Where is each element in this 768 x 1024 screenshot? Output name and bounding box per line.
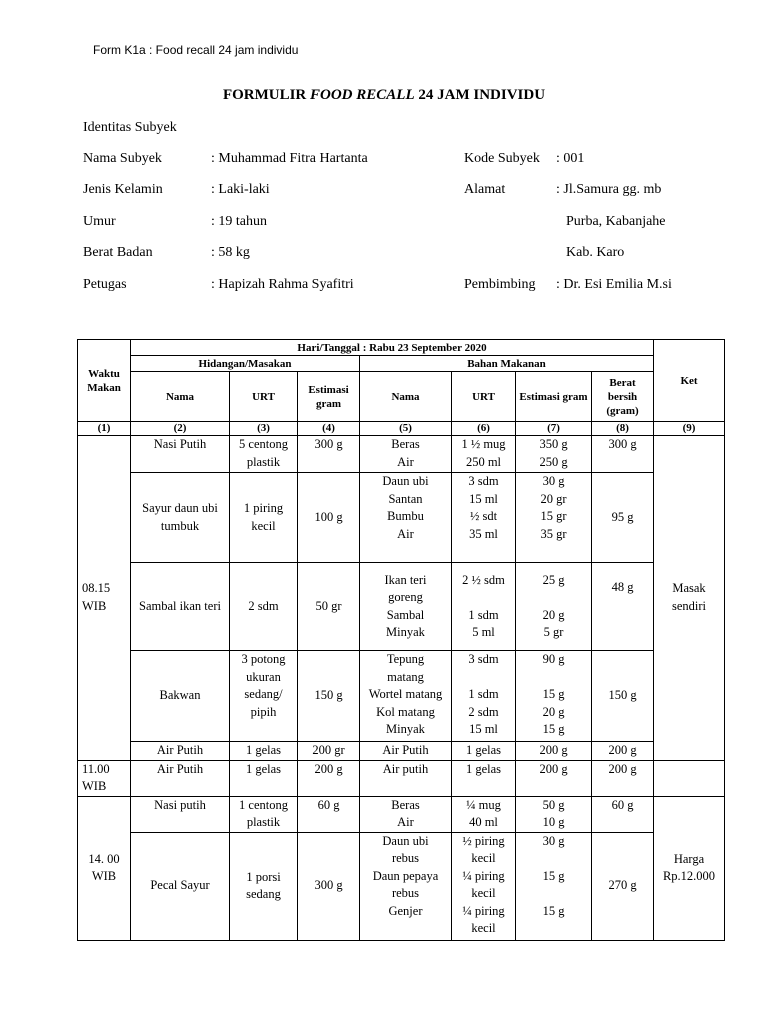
bahan-urt: 1 ½ mug 250 ml [452,436,516,473]
hidangan-nama: Sambal ikan teri [131,563,230,651]
title-prefix: FORMULIR [222,87,311,103]
table-row [78,760,725,796]
jk-value: : Laki-laki [211,182,270,197]
bahan-nama: Tepung matang Wortel matang Kol matang Minyak [360,651,452,742]
hidangan-nama: Nasi Putih [131,436,230,473]
bahan-nama: Ikan teri goreng Sambal Minyak [360,563,452,651]
bahan-urt: 2 ½ sdm 1 sdm 5 ml [452,563,516,651]
pembimbing-value: : Dr. Esi Emilia M.si [556,277,672,292]
alamat-value-2: Purba, Kabanjahe [566,214,666,229]
hidangan-urt: 5 centong plastik [230,436,298,473]
section-label: Identitas Subyek [83,120,177,135]
bahan-nama: Beras Air [360,436,452,473]
bahan-urt: ½ piring kecil ¼ piring kecil ¼ piring kecil [452,832,516,940]
berat-bersih: 300 g [592,436,654,473]
col-number: (4) [298,422,360,436]
col-number: (9) [654,422,725,436]
bb-value: : 58 kg [211,245,250,260]
ket-cell: Masak sendiri [654,436,725,761]
col-number: (2) [131,422,230,436]
bahan-est: 50 g 10 g [516,796,592,832]
hidangan-est: 150 g [298,651,360,742]
col-urt-bahan: URT [452,372,516,422]
col-nama-bahan: Nama [360,372,452,422]
table-row [78,436,725,473]
title-italic: FOOD RECALL [310,87,415,103]
time-cell: 11.00 WIB [78,760,131,796]
bahan-nama: Air putih [360,760,452,796]
kode-label: Kode Subyek [464,151,540,166]
title-suffix: 24 JAM INDIVIDU [414,87,546,103]
hidangan-urt: 1 piring kecil [230,473,298,563]
col-number: (5) [360,422,452,436]
berat-bersih: 150 g [592,651,654,742]
bahan-est: 200 g [516,742,592,761]
bahan-est: 200 g [516,760,592,796]
nama-value: : Muhammad Fitra Hartanta [211,151,368,166]
hidangan-est: 50 gr [298,563,360,651]
ket-cell: Harga Rp.12.000 [654,796,725,940]
nama-label: Nama Subyek [83,151,162,166]
table-row [78,651,725,742]
hidangan-est: 60 g [298,796,360,832]
col-estimasi: Estimasi gram [298,372,360,422]
hidangan-header: Hidangan/Masakan [131,356,360,372]
alamat-value-3: Kab. Karo [566,245,625,260]
hidangan-urt: 3 potong ukuran sedang/ pipih [230,651,298,742]
bahan-urt: 1 gelas [452,742,516,761]
hidangan-urt: 1 centong plastik [230,796,298,832]
col-number: (3) [230,422,298,436]
berat-bersih: 95 g [592,473,654,563]
date-header: Hari/Tanggal : Rabu 23 September 2020 [131,340,654,356]
hidangan-urt: 1 gelas [230,742,298,761]
col-number: (8) [592,422,654,436]
table-row [78,473,725,563]
berat-bersih: 200 g [592,742,654,761]
col-berat-bersih: Berat bersih (gram) [592,372,654,422]
bb-label: Berat Badan [83,245,153,260]
hidangan-est: 100 g [298,473,360,563]
bahan-est: 30 g 15 g 15 g [516,832,592,940]
ket-header: Ket [654,340,725,422]
hidangan-est: 200 g [298,760,360,796]
bahan-est: 350 g 250 g [516,436,592,473]
hidangan-nama: Nasi putih [131,796,230,832]
hidangan-urt: 1 gelas [230,760,298,796]
alamat-value-1: : Jl.Samura gg. mb [556,182,662,197]
hidangan-nama: Air Putih [131,760,230,796]
pembimbing-label: Pembimbing [464,277,536,292]
bahan-urt: 3 sdm 15 ml ½ sdt 35 ml [452,473,516,563]
waktu-header: Waktu Makan [78,340,131,422]
bahan-est: 30 g 20 gr 15 gr 35 gr [516,473,592,563]
hidangan-urt: 1 porsi sedang [230,832,298,940]
food-recall-table [77,339,725,941]
alamat-label: Alamat [464,182,506,197]
bahan-nama: Daun ubi rebus Daun pepaya rebus Genjer [360,832,452,940]
bahan-urt: 1 gelas [452,760,516,796]
hidangan-nama: Pecal Sayur [131,832,230,940]
hidangan-est: 300 g [298,832,360,940]
col-estimasi-bahan: Estimasi gram [516,372,592,422]
col-number: (1) [78,422,131,436]
col-number: (6) [452,422,516,436]
bahan-urt: 3 sdm 1 sdm 2 sdm 15 ml [452,651,516,742]
form-code-header: Form K1a : Food recall 24 jam individu [93,43,299,57]
umur-label: Umur [83,214,116,229]
hidangan-nama: Sayur daun ubi tumbuk [131,473,230,563]
hidangan-est: 200 gr [298,742,360,761]
bahan-est: 90 g 15 g 20 g 15 g [516,651,592,742]
page-title [0,87,768,104]
time-cell: 14. 00 WIB [78,796,131,940]
hidangan-nama: Air Putih [131,742,230,761]
hidangan-est: 300 g [298,436,360,473]
bahan-est: 25 g 20 g 5 gr [516,563,592,651]
petugas-value: : Hapizah Rahma Syafitri [211,277,354,292]
col-urt: URT [230,372,298,422]
bahan-header: Bahan Makanan [360,356,654,372]
kode-value: : 001 [556,151,585,166]
time-cell: 08.15 WIB [78,436,131,761]
bahan-nama: Beras Air [360,796,452,832]
bahan-nama: Air Putih [360,742,452,761]
hidangan-nama: Bakwan [131,651,230,742]
col-nama: Nama [131,372,230,422]
ket-cell [654,760,725,796]
table-row [78,832,725,940]
berat-bersih: 270 g [592,832,654,940]
jk-label: Jenis Kelamin [83,182,163,197]
table-row [78,742,725,761]
table-row [78,796,725,832]
hidangan-urt: 2 sdm [230,563,298,651]
table-row [78,563,725,651]
umur-value: : 19 tahun [211,214,267,229]
berat-bersih: 48 g [592,563,654,651]
bahan-urt: ¼ mug 40 ml [452,796,516,832]
petugas-label: Petugas [83,277,127,292]
col-number: (7) [516,422,592,436]
bahan-nama: Daun ubi Santan Bumbu Air [360,473,452,563]
berat-bersih: 60 g [592,796,654,832]
berat-bersih: 200 g [592,760,654,796]
